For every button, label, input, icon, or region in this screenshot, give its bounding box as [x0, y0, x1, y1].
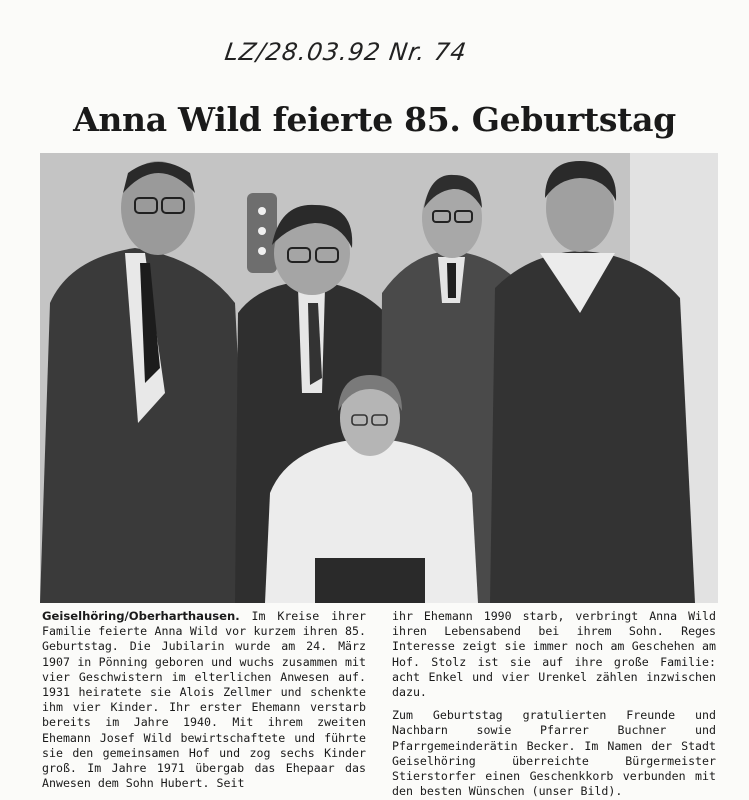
article-dateline: Geiselhöring/Oberharthausen.	[42, 609, 240, 623]
article-column-left	[42, 609, 366, 791]
article-paragraph: Zum Geburtstag gratulierten Freunde und Nachbarn sowie Pfarrer Buchner und Pfarrgemeinderätin Becker. Im Namen der Stadt Geiselhöring überreichte Bürgermeister Stierstorfer einen Geschenkkorb verbunden mit den besten Wünschen (unser Bild).	[392, 708, 716, 799]
handwritten-note: LZ/28.03.92 Nr. 74	[223, 38, 469, 66]
headline: Anna Wild feierte 85. Geburtstag	[73, 100, 676, 139]
article-text: Im Kreise ihrer Familie feierte Anna Wild vor kurzem ihren 85. Geburtstag. Die Jubilarin wurde am 24. März 1907 in Pönning geboren und wuchs zusammen mit vier Geschwistern im elterlichen Anwesen auf. 1931 heiratete sie Alois Zellmer und schenkte ihm vier Kinder. Ihr erster Ehemann verstarb bereits im Jahre 1940. Mit ihrem zweiten Ehemann Josef Wild bewirtschaftete und führte sie den gemeinsamen Hof und zog sechs Kinder groß. Im Jahre 1971 übergab das Ehepaar das Anwesen dem Sohn Hubert. Seit	[42, 609, 367, 791]
article-column-right	[392, 609, 716, 799]
article-paragraph: ihr Ehemann 1990 starb, verbringt Anna Wild ihren Lebensabend bei ihrem Sohn. Reges Interesse zeigt sie immer noch am Geschehen am Hof. Stolz ist sie auf ihre große Familie: acht Enkel und vier Urenkel zählen inzwischen dazu.	[392, 609, 716, 700]
article-paragraph	[42, 609, 366, 791]
group-photo	[40, 153, 718, 603]
